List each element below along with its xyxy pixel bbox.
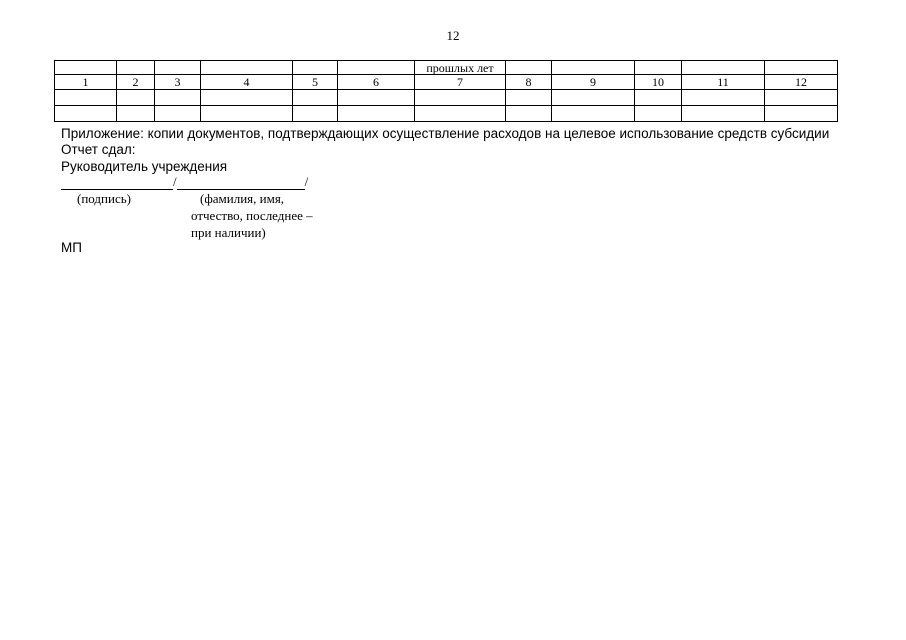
- head-title: Руководитель учреждения: [61, 159, 228, 174]
- header-past-years: прошлых лет: [415, 61, 506, 75]
- report-table: [54, 60, 838, 122]
- page-number: 12: [446, 28, 460, 43]
- column-number: 11: [682, 75, 765, 90]
- column-number: 9: [552, 75, 635, 90]
- table-header-row: [55, 61, 838, 75]
- column-number: 3: [155, 75, 201, 90]
- separator-slash: /: [173, 174, 177, 189]
- signature-blank: [61, 177, 173, 190]
- column-number: 6: [338, 75, 415, 90]
- submitted-by-label: Отчет сдал:: [61, 142, 136, 157]
- name-blank: [177, 177, 305, 190]
- table-row: [55, 106, 838, 122]
- column-number: 5: [293, 75, 338, 90]
- attachment-note: Приложение: копии документов, подтверждающих осуществление расходов на целевое использование средств субсидии: [61, 126, 830, 141]
- column-number: 12: [765, 75, 838, 90]
- table-row: [55, 90, 838, 106]
- stamp-mark: МП: [61, 240, 82, 255]
- column-number: 2: [117, 75, 155, 90]
- column-number: 10: [635, 75, 682, 90]
- column-number: 4: [201, 75, 293, 90]
- column-number: 8: [506, 75, 552, 90]
- column-number: 1: [55, 75, 117, 90]
- signature-line: [61, 174, 308, 190]
- column-number-row: [55, 75, 838, 90]
- name-label-line1: (фамилия, имя,: [200, 191, 285, 206]
- column-number: 7: [415, 75, 506, 90]
- name-label-line3: при наличии): [191, 225, 266, 240]
- separator-slash: /: [304, 174, 309, 189]
- signature-label: (подпись): [77, 191, 131, 206]
- name-label-line2: отчество, последнее –: [191, 208, 313, 223]
